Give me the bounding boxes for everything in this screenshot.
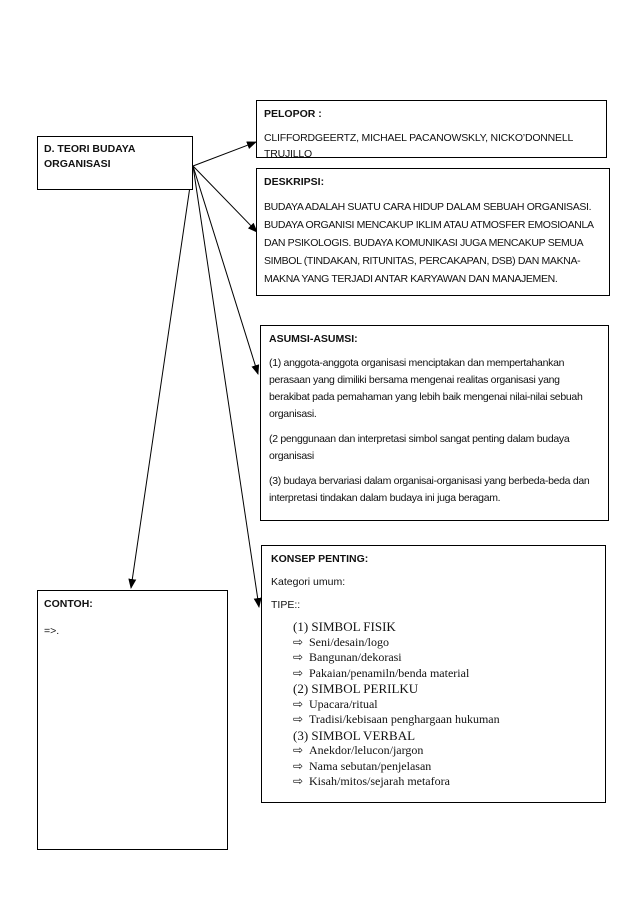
list-item-num: (1) SIMBOL FISIK xyxy=(293,619,396,634)
list-item-num: (2) SIMBOL PERILKU xyxy=(293,681,419,696)
deskripsi-text: BUDAYA ADALAH SUATU CARA HIDUP DALAM SEBUAH ORGANISASI. BUDAYA ORGANISI MENCAKUP IKLIM ATAU ATMOSFER EMOSIOANLA DAN PSIKOLOGIS. BUDAYA KOMUNIKASI JUGA MENCAKUP SEMUA SIMBOL (TINDAKAN, RITUNITAS, PERCAKAPAN, DSB) DAN MAKNA-MAKNA YANG TERJADI ANTAR KARYAWAN DAN MANAJEMEN. xyxy=(264,201,594,285)
arrow-right-icon: ⇨ xyxy=(293,743,304,757)
arrow-right-icon: ⇨ xyxy=(293,712,304,726)
konsep-box xyxy=(261,545,606,803)
deskripsi-box xyxy=(256,168,610,296)
asumsi-item-2: (2 penggunaan dan interpretasi simbol sangat penting dalam budaya organisasi xyxy=(269,433,570,462)
arrow-to-contoh xyxy=(131,166,193,588)
pelopor-text: CLIFFORDGEERTZ, MICHAEL PACANOWSKLY, NICKO’DONNELL TRUJILLO xyxy=(264,132,573,160)
arrow-to-pelopor xyxy=(193,142,256,166)
list-item: ⇨ Upacara/ritual xyxy=(293,696,378,711)
list-item: ⇨ Nama sebutan/penjelasan xyxy=(293,758,432,773)
arrow-to-asumsi xyxy=(193,166,258,374)
contoh-heading: CONTOH: xyxy=(44,598,93,610)
asumsi-heading: ASUMSI-ASUMSI: xyxy=(269,333,358,345)
arrow-right-icon: ⇨ xyxy=(293,650,304,664)
pelopor-box xyxy=(256,100,607,158)
arrow-to-deskripsi xyxy=(193,166,257,232)
arrow-right-icon: ⇨ xyxy=(293,665,304,680)
contoh-text: =>. xyxy=(44,625,60,637)
konsep-kategori: Kategori umum: xyxy=(271,576,346,588)
list-item: ⇨ Tradisi/kebisaan penghargaan hukuman xyxy=(293,712,500,726)
list-item: ⇨ Bangunan/dekorasi xyxy=(293,650,402,664)
konsep-symbol-list xyxy=(293,619,596,790)
arrow-right-icon: ⇨ xyxy=(293,758,304,773)
contoh-box xyxy=(37,590,228,850)
asumsi-box xyxy=(260,325,609,521)
konsep-tipe: TIPE:: xyxy=(271,599,301,611)
list-item: ⇨ Seni/desain/logo xyxy=(293,634,389,649)
arrow-to-konsep xyxy=(193,166,259,607)
pelopor-heading: PELOPOR : xyxy=(264,108,322,120)
konsep-heading: KONSEP PENTING: xyxy=(271,553,369,565)
list-item: ⇨ Pakaian/penamiln/benda material xyxy=(293,665,470,680)
list-item: ⇨ Anekdor/lelucon/jargon xyxy=(293,743,424,757)
asumsi-item-1: (1) anggota-anggota organisasi menciptakan dan mempertahankan perasaan yang dimiliki bersama mengenai realitas organisasi yang berakibat pada pemahaman yang lebih baik mengenai nilai-nilai sebuah organisasi. xyxy=(269,357,583,420)
arrow-right-icon: ⇨ xyxy=(293,774,304,788)
list-item: ⇨ Kisah/mitos/sejarah metafora xyxy=(293,774,450,788)
list-item-num: (3) SIMBOL VERBAL xyxy=(293,727,416,743)
asumsi-item-3: (3) budaya bervariasi dalam organisai-organisasi yang berbeda-beda dan interpretasi tindakan dalam budaya ini juga beragam. xyxy=(269,475,590,504)
root-node-title: D. TEORI BUDAYA ORGANISASI xyxy=(44,143,136,170)
arrow-right-icon: ⇨ xyxy=(293,696,304,711)
arrow-right-icon: ⇨ xyxy=(293,634,304,649)
deskripsi-heading: DESKRIPSI: xyxy=(264,176,325,188)
root-node-box xyxy=(37,136,193,190)
